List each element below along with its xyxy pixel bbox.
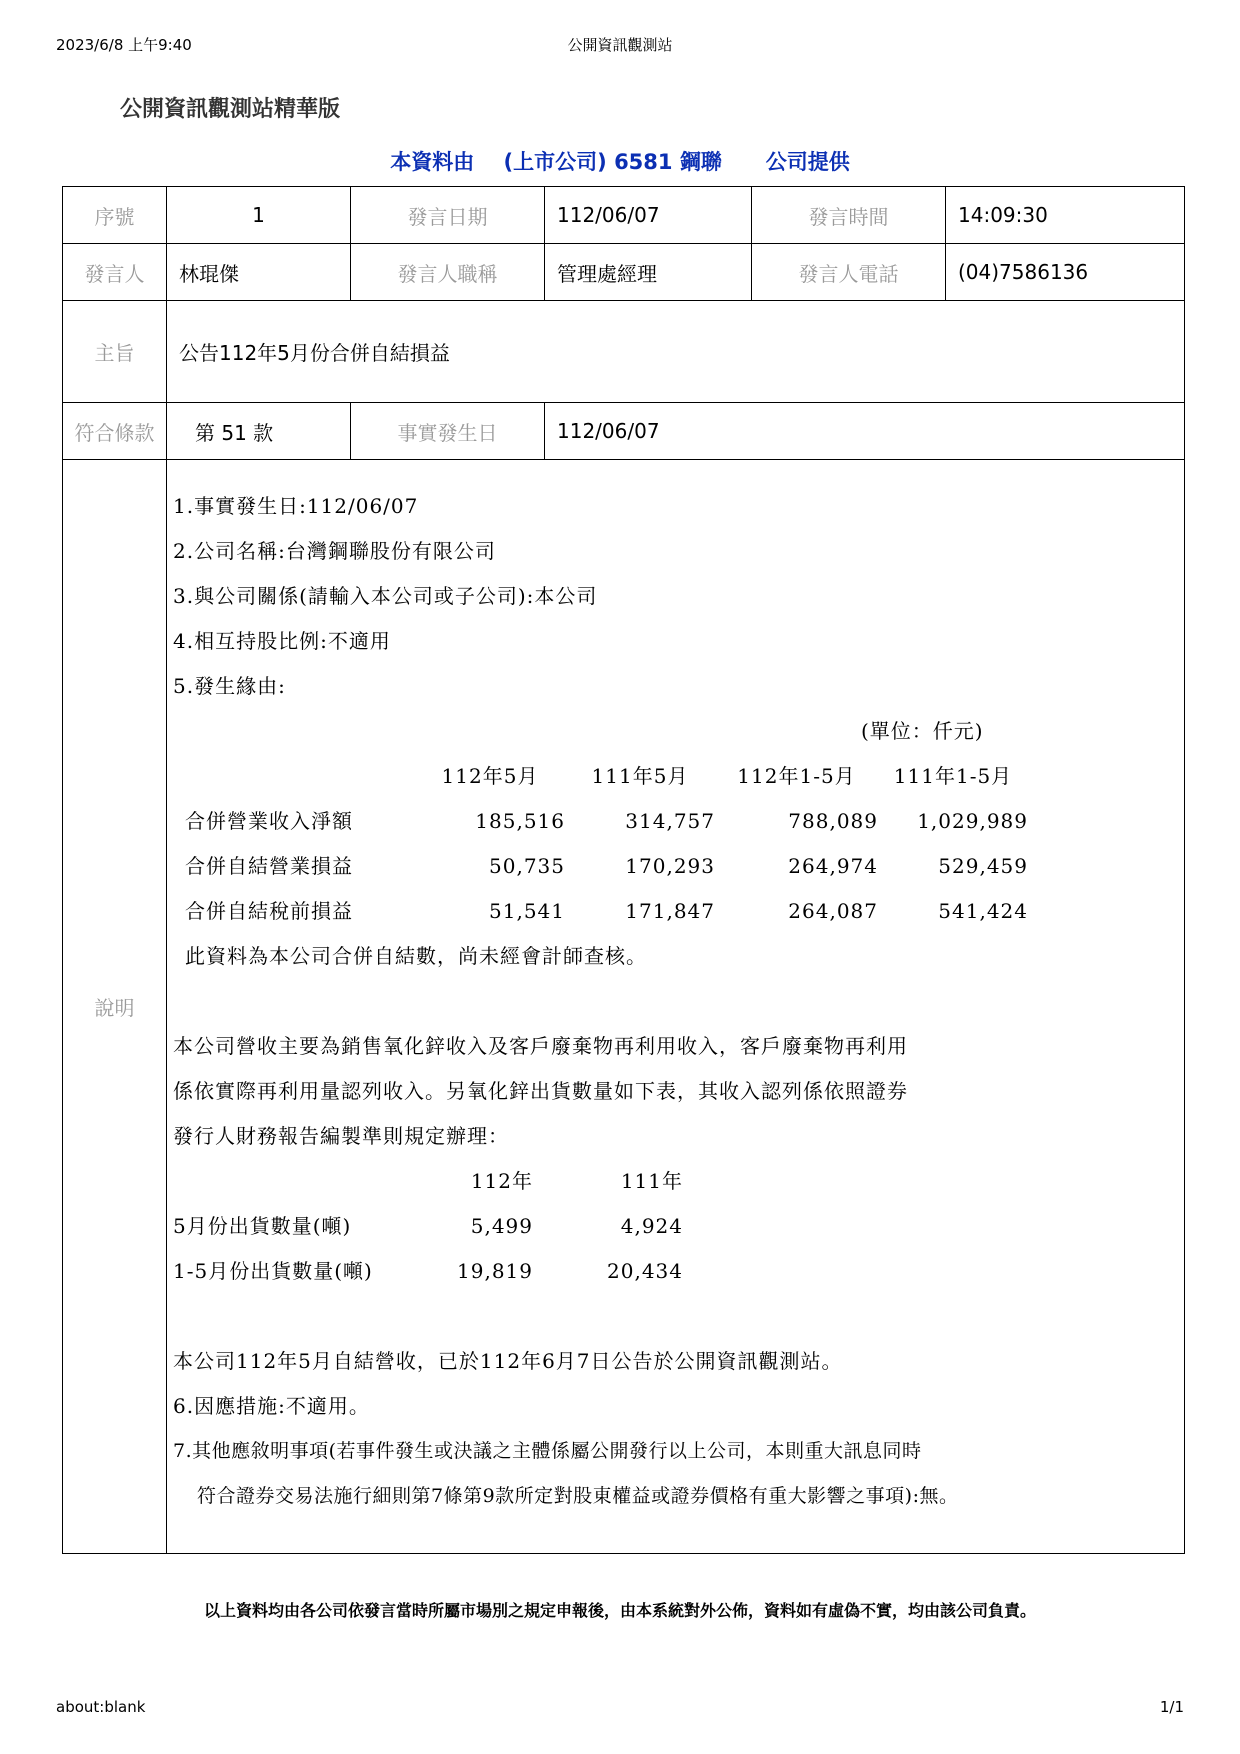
pl-row-label: 合併營業收入淨額 <box>185 809 353 833</box>
unaudited-note: 此資料為本公司合併自結數，尚未經會計師查核。 <box>185 944 647 968</box>
desc-item-4: 4.相互持股比例:不適用 <box>173 629 391 653</box>
pl-table-header <box>185 754 1028 799</box>
desc-item-5: 5.發生緣由: <box>173 674 286 698</box>
page-url: about:blank <box>56 1698 146 1716</box>
pl-cell: 264,974 <box>788 854 878 878</box>
desc-item-1: 1.事實發生日:112/06/07 <box>173 494 419 518</box>
site-title: 公開資訊觀測站精華版 <box>120 97 341 122</box>
pl-cell: 50,735 <box>489 854 565 878</box>
ship-header-cell: 112年 <box>470 1169 533 1193</box>
pl-cell: 264,087 <box>788 899 878 923</box>
pl-header-cell: 112年1-5月 <box>737 764 856 788</box>
revenue-para-line: 本公司營收主要為銷售氧化鋅收入及客戶廢棄物再利用收入，客戶廢棄物再利用 <box>173 1034 908 1058</box>
provider-prefix: 本資料由 <box>390 150 475 174</box>
table-row <box>173 1204 683 1249</box>
pl-cell: 788,089 <box>788 809 878 833</box>
subject-value: 公告112年5月份合併自結損益 <box>167 301 1185 403</box>
print-page-title: 公開資訊觀測站 <box>567 36 673 54</box>
pl-cell: 170,293 <box>625 854 715 878</box>
table-row <box>185 844 1028 889</box>
speaker-title-value: 管理處經理 <box>545 244 752 301</box>
table-row <box>185 889 1028 934</box>
phone-label: 發言人電話 <box>752 244 946 301</box>
seq-label: 序號 <box>63 187 167 244</box>
event-date-value: 112/06/07 <box>545 403 1185 460</box>
provider-line <box>0 146 1240 176</box>
desc-item-2: 2.公司名稱:台灣鋼聯股份有限公司 <box>173 539 496 563</box>
desc-item-6: 6.因應措施:不適用。 <box>173 1394 370 1418</box>
unit-note: (單位：仟元) <box>861 719 984 743</box>
pl-header-cell: 111年5月 <box>591 764 689 788</box>
provider-name: 鋼聯 <box>679 150 722 174</box>
pl-cell: 529,459 <box>938 854 1028 878</box>
ship-header-cell: 111年 <box>620 1169 683 1193</box>
clause-value: 第 51 款 <box>167 403 351 460</box>
ship-row-label: 1-5月份出貨數量(噸) <box>173 1259 373 1283</box>
ship-table-header <box>173 1159 683 1204</box>
date-label: 發言日期 <box>351 187 545 244</box>
speaker-title-label: 發言人職稱 <box>351 244 545 301</box>
seq-value: 1 <box>167 187 351 244</box>
pl-row-label: 合併自結營業損益 <box>185 854 353 878</box>
ship-cell: 19,819 <box>457 1259 533 1283</box>
ship-cell: 20,434 <box>607 1259 683 1283</box>
revenue-para-line: 係依實際再利用量認列收入。另氧化鋅出貨數量如下表，其收入認列係依照證券 <box>173 1079 908 1103</box>
provider-code: 6581 <box>614 150 673 174</box>
desc-item-3: 3.與公司關係(請輸入本公司或子公司):本公司 <box>173 584 598 608</box>
pl-table <box>185 754 1028 934</box>
pl-cell: 1,029,989 <box>917 809 1028 833</box>
speaker-value: 林琨傑 <box>167 244 351 301</box>
pl-cell: 51,541 <box>489 899 565 923</box>
subject-label: 主旨 <box>63 301 167 403</box>
pl-cell: 541,424 <box>938 899 1028 923</box>
description-label: 說明 <box>63 460 167 1554</box>
table-row <box>173 1249 683 1294</box>
desc-item-7-cont: 符合證券交易法施行細則第7條第9款所定對股東權益或證券價格有重大影響之事項):無。 <box>197 1485 959 1507</box>
pl-header-cell: 112年5月 <box>441 764 539 788</box>
disclaimer-note: 以上資料均由各公司依發言當時所屬市場別之規定申報後，由本系統對外公佈，資料如有虛偽不實，均由該公司負責。 <box>203 1601 1036 1620</box>
pl-row-label: 合併自結稅前損益 <box>185 899 353 923</box>
table-row <box>185 799 1028 844</box>
page-number: 1/1 <box>1159 1698 1184 1716</box>
phone-value: (04)7586136 <box>946 244 1185 301</box>
pl-header-cell <box>185 754 415 799</box>
announce-note: 本公司112年5月自結營收，已於112年6月7日公告於公開資訊觀測站。 <box>173 1349 843 1373</box>
ship-header-cell <box>173 1159 413 1204</box>
ship-cell: 4,924 <box>620 1214 683 1238</box>
date-value: 112/06/07 <box>545 187 752 244</box>
announcement-table <box>62 186 1185 1554</box>
pl-cell: 185,516 <box>475 809 565 833</box>
pl-cell: 171,847 <box>625 899 715 923</box>
desc-item-7: 7.其他應敘明事項(若事件發生或決議之主體係屬公開發行以上公司，本則重大訊息同時 <box>173 1440 922 1462</box>
time-value: 14:09:30 <box>946 187 1185 244</box>
time-label: 發言時間 <box>752 187 946 244</box>
pl-cell: 314,757 <box>625 809 715 833</box>
speaker-label: 發言人 <box>63 244 167 301</box>
revenue-para-line: 發行人財務報告編製準則規定辦理： <box>173 1124 509 1148</box>
print-datetime: 2023/6/8 上午9:40 <box>56 36 192 54</box>
ship-row-label: 5月份出貨數量(噸) <box>173 1214 352 1238</box>
event-date-label: 事實發生日 <box>351 403 545 460</box>
shipment-table <box>173 1159 683 1294</box>
provider-market: (上市公司) <box>503 150 607 174</box>
clause-label: 符合條款 <box>63 403 167 460</box>
provider-suffix: 公司提供 <box>765 150 850 174</box>
ship-cell: 5,499 <box>470 1214 533 1238</box>
description-body <box>167 460 1185 1554</box>
pl-header-cell: 111年1-5月 <box>893 764 1013 788</box>
